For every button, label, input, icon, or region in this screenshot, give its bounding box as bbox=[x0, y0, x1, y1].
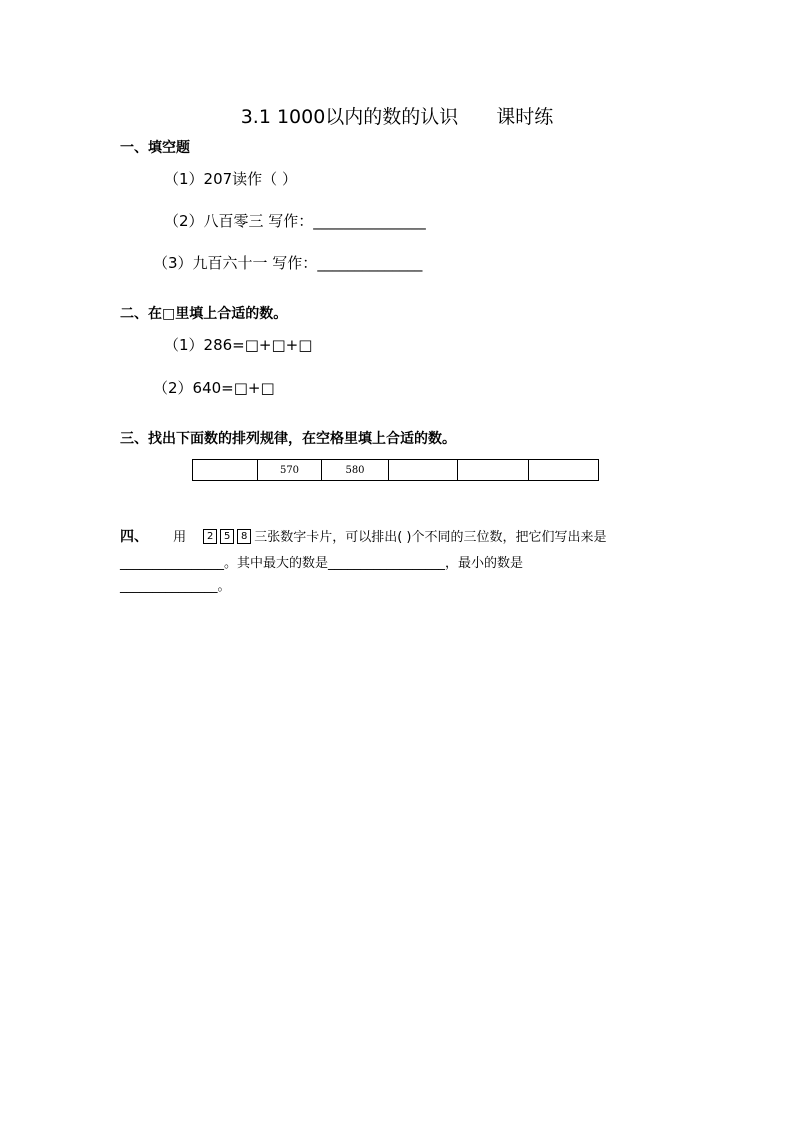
page-title: 3.1 1000以内的数的认识 课时练 bbox=[240, 106, 554, 128]
section1-question-1: （1）207读作（ ） bbox=[164, 170, 297, 188]
sequence-cell-1[interactable] bbox=[193, 460, 258, 481]
digit-card-5: 5 bbox=[220, 529, 234, 544]
section4-heading: 四、 bbox=[120, 529, 148, 545]
section1-question-2: （2）八百零三 写作：_______________ bbox=[164, 212, 426, 230]
digit-card-2: 2 bbox=[203, 529, 217, 544]
section1-heading: 一、填空题 bbox=[120, 140, 190, 156]
section2-question-2: （2）640=□+□ bbox=[153, 379, 275, 397]
section4-line-3: _______________。 bbox=[120, 579, 231, 594]
section1-question-3: （3）九百六十一 写作：______________ bbox=[153, 254, 423, 272]
section2-question-1: （1）286=□+□+□ bbox=[164, 336, 313, 354]
sequence-cell-2: 570 bbox=[258, 460, 322, 481]
sequence-cell-4[interactable] bbox=[389, 460, 458, 481]
section4-line-2: ________________。其中最大的数是__________________，最小的数是 bbox=[120, 556, 524, 571]
section4-line-1 bbox=[120, 528, 606, 544]
sequence-cell-3: 580 bbox=[322, 460, 389, 481]
section4-line1-text: 三张数字卡片，可以排出( )个不同的三位数，把它们写出来是 bbox=[254, 530, 607, 545]
sequence-cell-6[interactable] bbox=[529, 460, 599, 481]
section3-heading: 三、找出下面数的排列规律，在空格里填上合适的数。 bbox=[120, 431, 456, 447]
section2-heading: 二、在□里填上合适的数。 bbox=[120, 306, 288, 322]
digit-card-8: 8 bbox=[237, 529, 251, 544]
number-sequence-table bbox=[192, 459, 599, 481]
section4-prefix: 用 bbox=[173, 530, 187, 545]
sequence-cell-5[interactable] bbox=[458, 460, 529, 481]
